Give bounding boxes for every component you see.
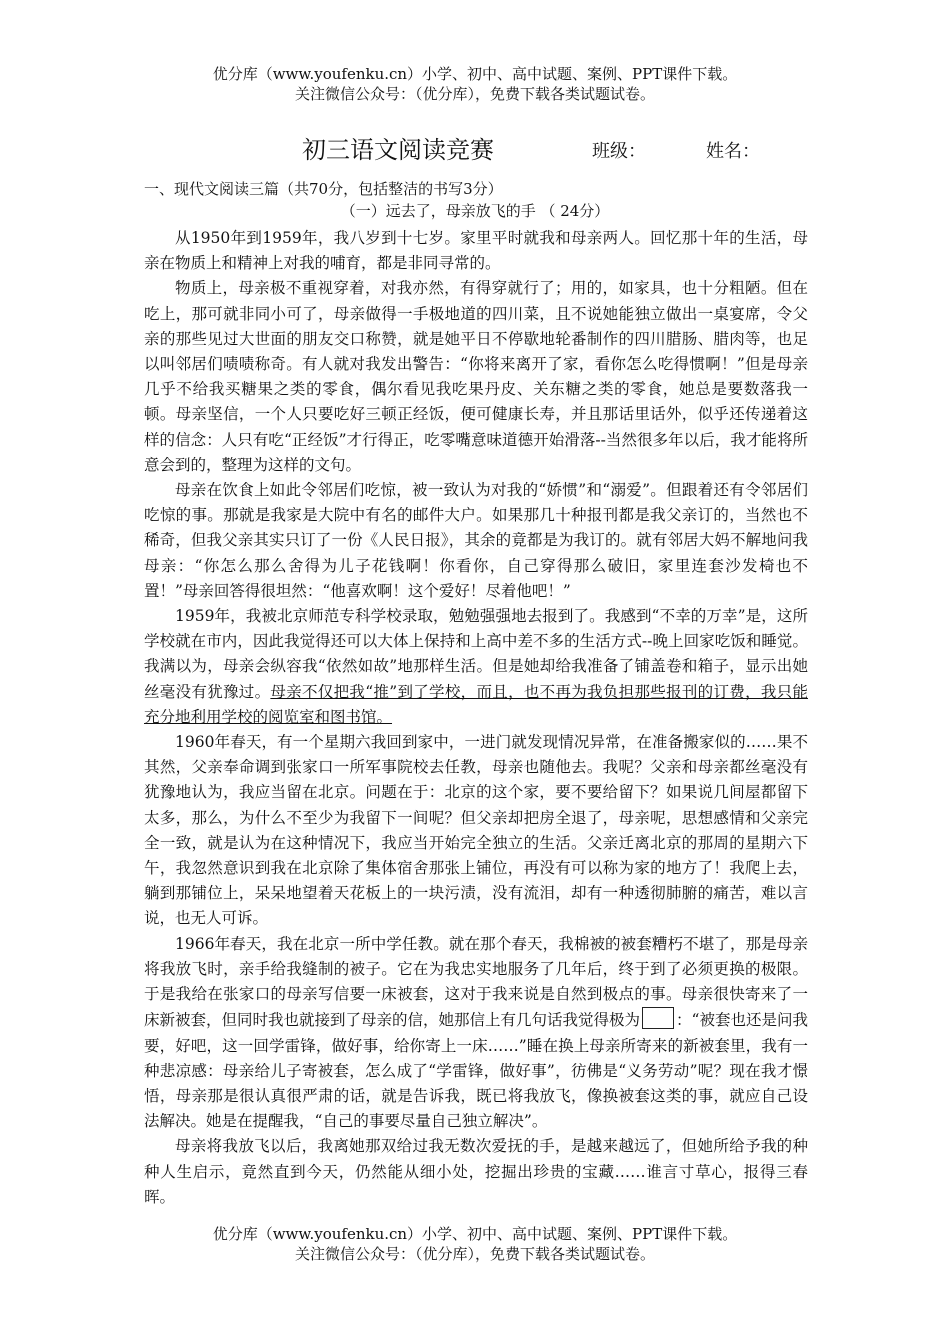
paragraph-4 <box>144 604 808 730</box>
answer-blank-box[interactable] <box>642 1007 674 1029</box>
header-banner-line1: 优分库（www.youfenku.cn）小学、初中、高中试题、案例、PPT课件下载。 <box>212 65 738 83</box>
paragraph-1: 从1950年到1959年，我八岁到十七岁。家里平时就我和母亲两人。回忆那十年的生活，母亲在物质上和精神上对我的哺育，都是非同寻常的。 <box>144 229 808 273</box>
paragraph-6 <box>144 932 808 1135</box>
footer-banner-line1: 优分库（www.youfenku.cn）小学、初中、高中试题、案例、PPT课件下载。 <box>212 1225 738 1243</box>
paragraph-6-text-after: ：“被套也还是问我要，好吧，这一回学雷锋，做好事，给你寄上一床……”睡在换上母亲所寄来的新被套里，我有一种悲凉感：母亲给儿子寄被套，怎么成了“学雷锋，做好事”，彷佛是“义务劳动”呢？现在我才憬悟，母亲那是很认真很严肃的话，就是告诉我，既已将我放飞，像换被套这类的事，就应自己设法解决。她是在提醒我，“自己的事要尽量自己独立解决”。 <box>144 1011 808 1131</box>
paragraph-7: 母亲将我放飞以后，我离她那双给过我无数次爱抚的手，是越来越远了，但她所给予我的种种人生启示，竟然直到今天，仍然能从细小处，挖掘出珍贵的宝藏……谁言寸草心，报得三春晖。 <box>144 1137 808 1206</box>
passage-body <box>144 226 808 1210</box>
footer-banner-line2: 关注微信公众号：（优分库），免费下载各类试题试卷。 <box>294 1245 655 1263</box>
paragraph-3: 母亲在饮食上如此令邻居们吃惊，被一致认为对我的“娇惯”和“溺爱”。但跟着还有令邻居们吃惊的事。那就是我家是大院中有名的邮件大户。如果那几十种报刊都是我父亲订的，当然也不稀奇，但我父亲其实只订了一份《人民日报》，其余的竟都是为我订的。就有邻居大妈不解地问我母亲：“你怎么那么舍得为儿子花钱啊！你看你，自己穿得那么破旧，家里连套沙发椅也不置！”母亲回答得很坦然：“他喜欢啊！这个爱好！尽着他吧！” <box>144 481 808 600</box>
underlined-sentence: 母亲不仅把我“推”到了学校，而且，也不再为我负担那些报刊的订费，我只能充分地利用学校的阅览室和图书馆。 <box>144 682 808 726</box>
paragraph-2: 物质上，母亲极不重视穿着，对我亦然，有得穿就行了；用的，如家具，也十分粗陋。但在吃上，那可就非同小可了，母亲做得一手极地道的四川菜，且不说她能独立做出一桌宴席，令父亲的那些见过大世面的朋友交口称赞，就是她平日不停歇地轮番制作的四川腊肠、腊肉等，也足以叫邻居们啧啧称奇。有人就对我发出警告：“你将来离开了家，看你怎么吃得惯啊！”但是母亲几乎不给我买糖果之类的零食，偶尔看见我吃果丹皮、关东糖之类的零食，她总是要数落我一顿。母亲坚信，一个人只要吃好三顿正经饭，便可健康长寿，并且那话里话外，似乎还传递着这样的信念：人只有吃“正经饭”才行得正，吃零嘴意味道德开始滑落--当然很多年以后，我才能将所意会到的，整理为这样的文句。 <box>144 279 808 474</box>
paragraph-6-text-before: 1966年春天，我在北京一所中学任教。就在那个春天，我棉被的被套糟朽不堪了，那是母亲将我放飞时，亲手给我缝制的被子。它在为我忠实地服务了几年后，终于到了必须更换的极限。于是我给在张家口的母亲写信要一床被套，这对于我来说是自然到极点的事。母亲很快寄来了一床新被套，但同时我也就接到了母亲的信，她那信上有几句话我觉得极为 <box>144 934 808 1030</box>
paragraph-4-text: 1959年，我被北京师范专科学校录取，勉勉强强地去报到了。我感到“不幸的万幸”是，这所学校就在市内，因此我觉得还可以大体上保持和上高中差不多的生活方式--晚上回家吃饭和睡觉。我满以为，母亲会纵容我“依然如故”地那样生活。但是她却给我准备了铺盖卷和箱子，显示出她丝毫没有犹豫过。 <box>144 607 808 701</box>
class-label: 班级： <box>592 141 646 162</box>
exam-title: 初三语文阅读竞赛 <box>302 136 494 164</box>
header-banner <box>0 64 950 104</box>
passage-title: （一）远去了，母亲放飞的手 （ 24分） <box>340 202 610 220</box>
header-banner-line2: 关注微信公众号：（优分库），免费下载各类试题试卷。 <box>294 85 655 103</box>
footer-banner <box>0 1224 950 1264</box>
paragraph-5: 1960年春天，有一个星期六我回到家中，一进门就发现情况异常，在准备搬家似的……果不其然，父亲奉命调到张家口一所军事院校去任教，母亲也随他去。我呢？父亲和母亲都丝毫没有犹豫地认为，我应当留在北京。问题在于：北京的这个家，要不要给留下？如果说几间屋都留下太多，那么，为什么不至少为我留下一间呢？但父亲却把房全退了，母亲呢，思想感情和父亲完全一致，就是认为在这种情况下，我应当开始完全独立的生活。父亲迁离北京的那周的星期六下午，我忽然意识到我在北京除了集体宿舍那张上铺位，再没有可以称为家的地方了！我爬上去，躺到那铺位上，呆呆地望着天花板上的一块污渍，没有流泪，却有一种透彻肺腑的痛苦，难以言说，也无人可诉。 <box>144 733 808 928</box>
name-label: 姓名： <box>706 141 760 162</box>
section-heading: 一、现代文阅读三篇（共70分，包括整洁的书写3分） <box>144 180 503 198</box>
exam-title-row <box>0 133 950 169</box>
